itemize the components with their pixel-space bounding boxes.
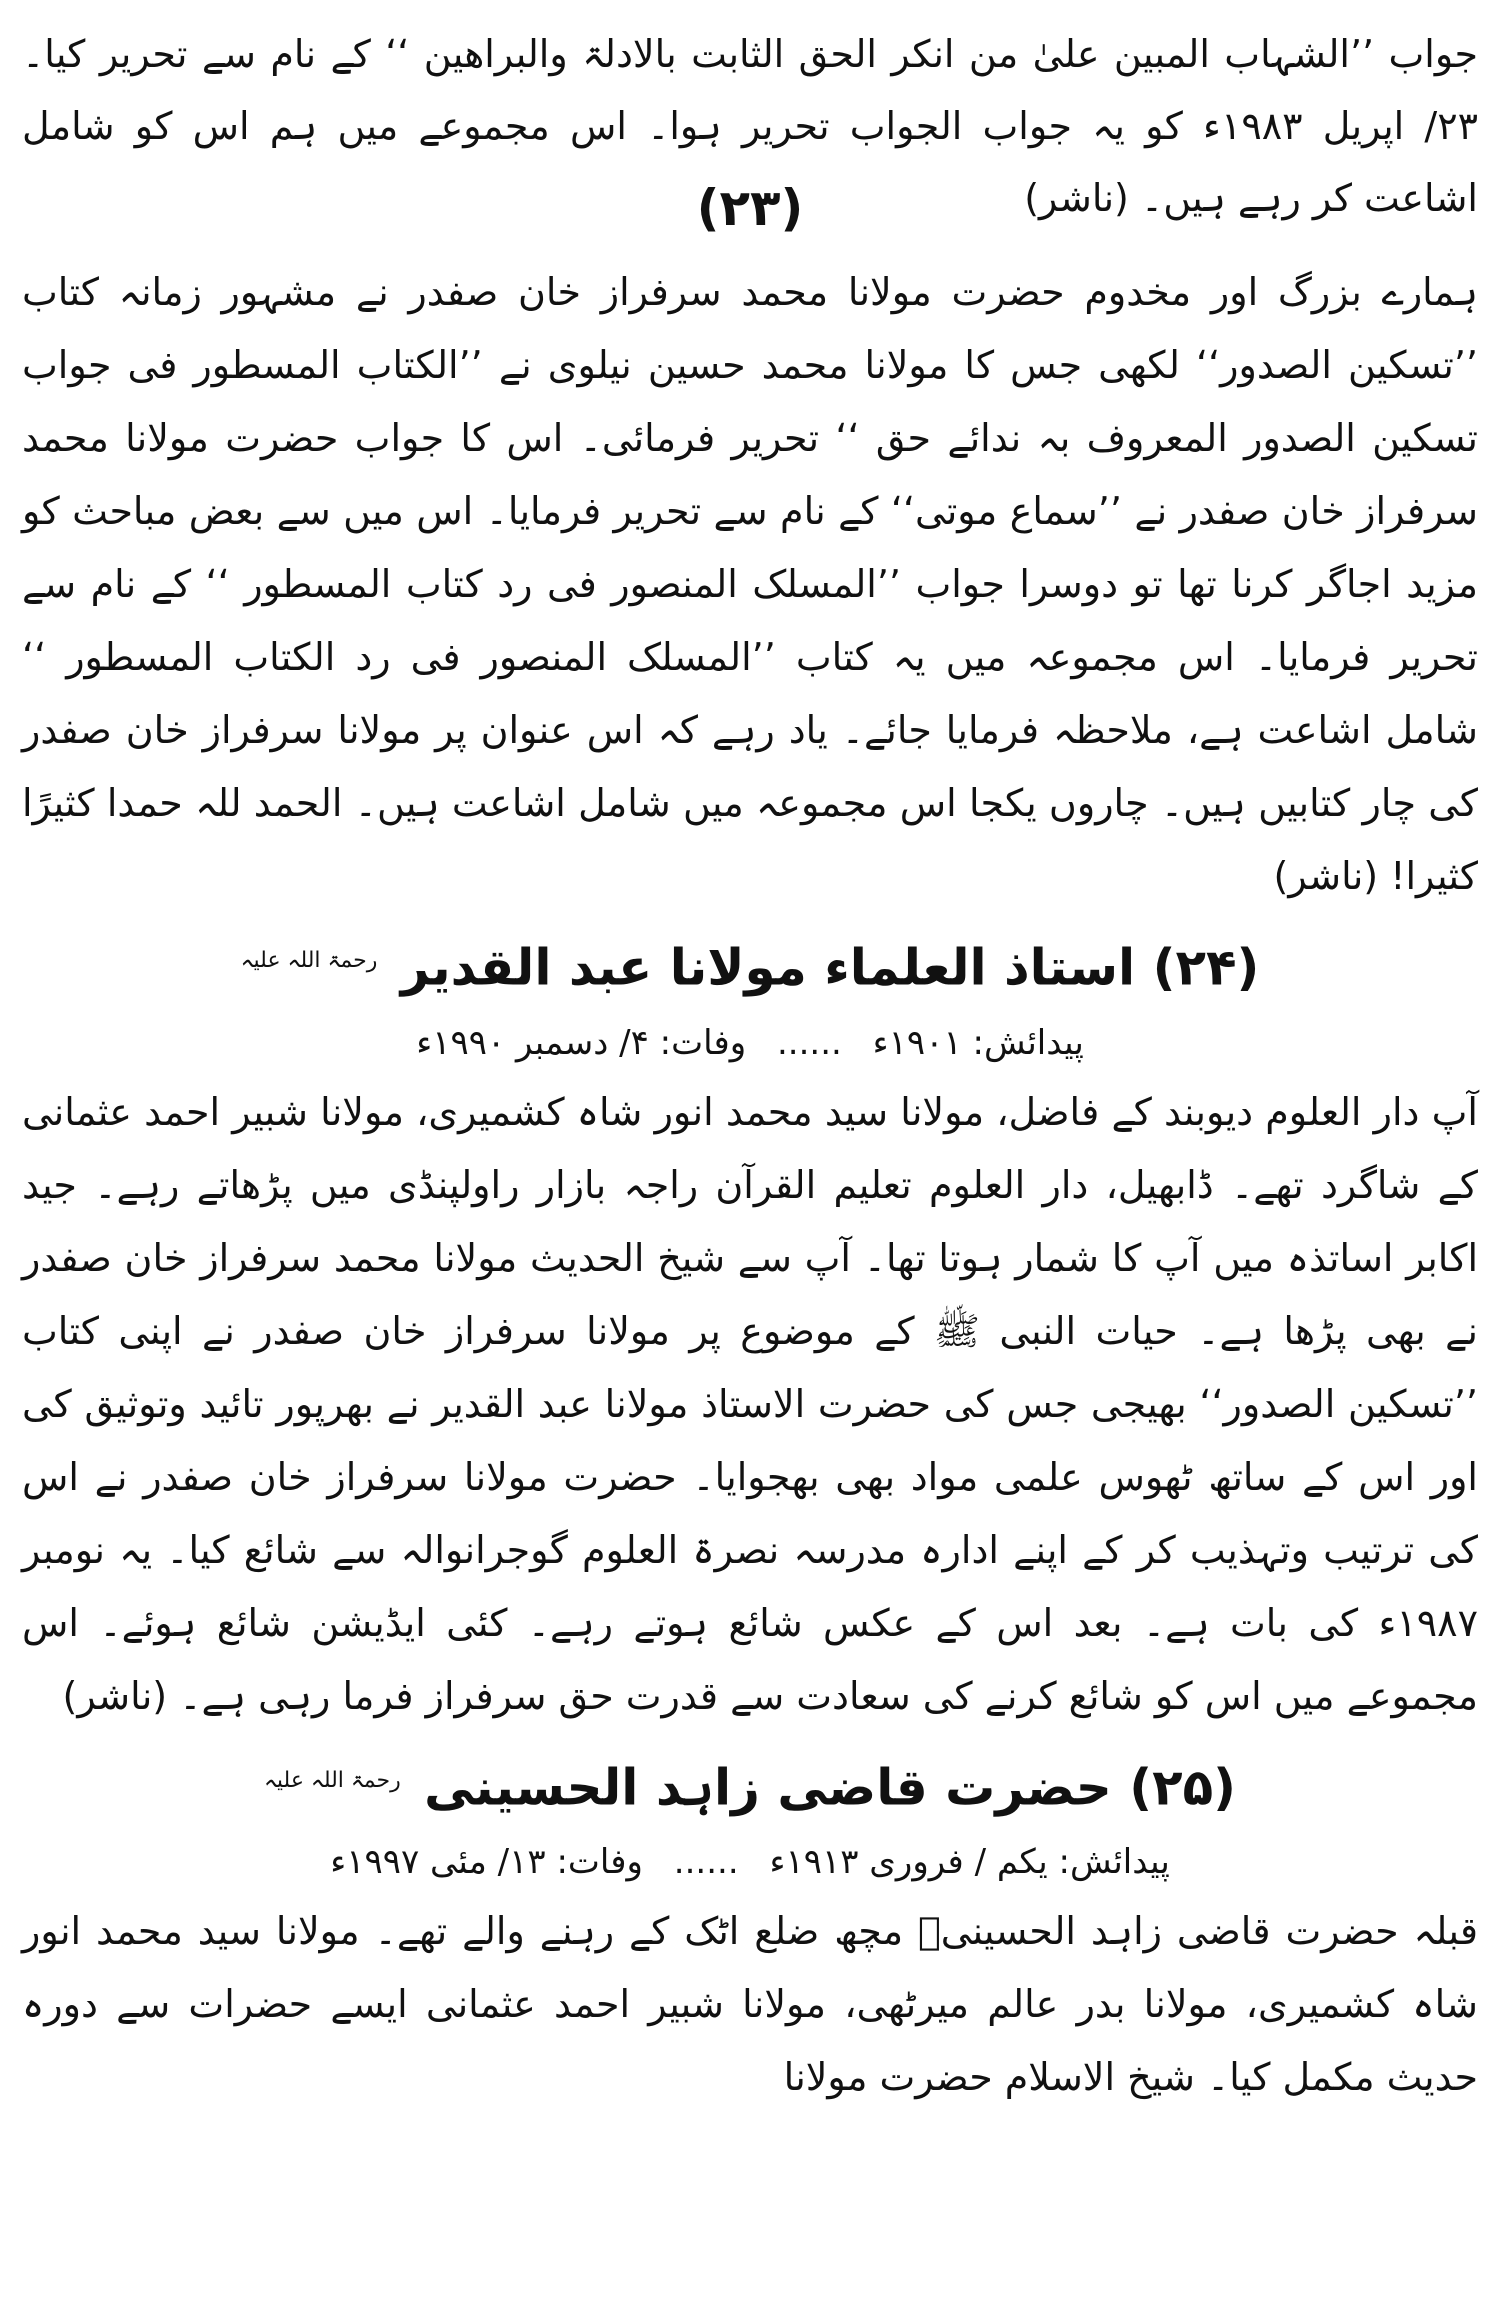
- document-page: [22, 18, 1478, 2282]
- section-22-ending-paragraph: جواب ’’الشہاب المبین علیٰ من انکر الحق الثابت بالادلۃ والبراھین ‘‘ کے نام سے تحریر کیا۔ ۲۳/ اپریل ۱۹۸۳ء کو یہ جواب الجواب تحریر ہوا۔ اس مجموعے میں ہم اس کو شامل اشاعت کر رہے ہیں۔ (ناشر): [22, 32, 1479, 220]
- section-24-separator: ......: [777, 1022, 842, 1063]
- section-25-separator: ......: [673, 1842, 739, 1883]
- section-24-number: (۲۴): [1152, 938, 1260, 997]
- section-25-birth: پیدائش: یکم / فروری ۱۹۱۳ء: [769, 1842, 1170, 1883]
- section-25-paragraph: قبلہ حضرت قاضی زاہد الحسینیؒ مچھ ضلع اٹک کے رہنے والے تھے۔ مولانا سید محمد انور شاہ کشمیری، مولانا بدر عالم میرٹھی، مولانا شبیر احمد عثمانی ایسے حضرات سے دورہ حدیث مکمل کیا۔ شیخ الاسلام حضرت مولانا: [22, 1909, 1478, 2100]
- section-24-honorific: رحمۃ اللہ علیہ: [240, 948, 378, 973]
- section-24-title: استاذ العلماء مولانا عبد القدیر: [400, 938, 1136, 997]
- section-24-dates: [22, 1010, 1478, 1076]
- section-23-paragraph: ہمارے بزرگ اور مخدوم حضرت مولانا محمد سرفراز خان صفدر نے مشہور زمانہ کتاب ’’تسکین الصدور‘‘ لکھی جس کا مولانا محمد حسین نیلوی نے ’’الکتاب المسطور فی جواب تسکین الصدور المعروف بہ ندائے حق ‘‘ تحریر فرمائی۔ اس کا جواب حضرت مولانا محمد سرفراز خان صفدر نے ’’سماع موتی‘‘ کے نام سے تحریر فرمایا۔ اس میں سے بعض مباحث کو مزید اجاگر کرنا تھا تو دوسرا جواب ’’المسلک المنصور فی رد کتاب المسطور ‘‘ کے نام سے تحریر فرمایا۔ اس مجموعہ میں یہ کتاب ’’المسلک المنصور فی رد الکتاب المسطور ‘‘ شامل اشاعت ہے، ملاحظہ فرمایا جائے۔ یاد رہے کہ اس عنوان پر مولانا سرفراز خان صفدر کی چار کتابیں ہیں۔ چاروں یکجا اس مجموعہ میں شامل اشاعت ہیں۔ الحمد للہ حمدا کثیرًا کثیرا! (ناشر): [22, 270, 1478, 898]
- section-23-number: (۲۳): [696, 179, 804, 237]
- section-24-birth: پیدائش: ۱۹۰۱ء: [872, 1022, 1084, 1063]
- section-25-title: حضرت قاضی زاہد الحسینی: [424, 1758, 1112, 1817]
- section-25-heading: [22, 1739, 1478, 1830]
- section-25-number: (۲۵): [1129, 1758, 1236, 1817]
- section-24-heading: [22, 919, 1478, 1010]
- section-24-death: وفات: ۴/ دسمبر ۱۹۹۰ء: [416, 1022, 747, 1063]
- section-24-paragraph: آپ دار العلوم دیوبند کے فاضل، مولانا سید محمد انور شاہ کشمیری، مولانا شبیر احمد عثمانی کے شاگرد تھے۔ ڈابھیل، دار العلوم تعلیم القرآن راجہ بازار راولپنڈی میں پڑھاتے رہے۔ جید اکابر اساتذہ میں آپ کا شمار ہوتا تھا۔ آپ سے شیخ الحدیث مولانا محمد سرفراز خان صفدر نے بھی پڑھا ہے۔ حیات النبی ﷺ کے موضوع پر مولانا سرفراز خان صفدر نے اپنی کتاب ’’تسکین الصدور‘‘ بھیجی جس کی حضرت الاستاذ مولانا عبد القدیر نے بھرپور تائید وتوثیق کی اور اس کے ساتھ ٹھوس علمی مواد بھی بھجوایا۔ حضرت مولانا سرفراز خان صفدر نے اس کی ترتیب وتہذیب کر کے اپنے ادارہ مدرسہ نصرۃ العلوم گوجرانوالہ سے شائع کیا۔ یہ نومبر ۱۹۸۷ء کی بات ہے۔ بعد اس کے عکس شائع ہوتے رہے۔ کئی ایڈیشن شائع ہوئے۔ اس مجموعے میں اس کو شائع کرنے کی سعادت سے قدرت حق سرفراز فرما رہی ہے۔ (ناشر): [22, 1089, 1478, 1718]
- section-25-honorific: رحمۃ اللہ علیہ: [264, 1767, 401, 1793]
- section-25-dates: [22, 1829, 1478, 1895]
- section-25-death: وفات: ۱۳/ مئی ۱۹۹۷ء: [330, 1842, 643, 1883]
